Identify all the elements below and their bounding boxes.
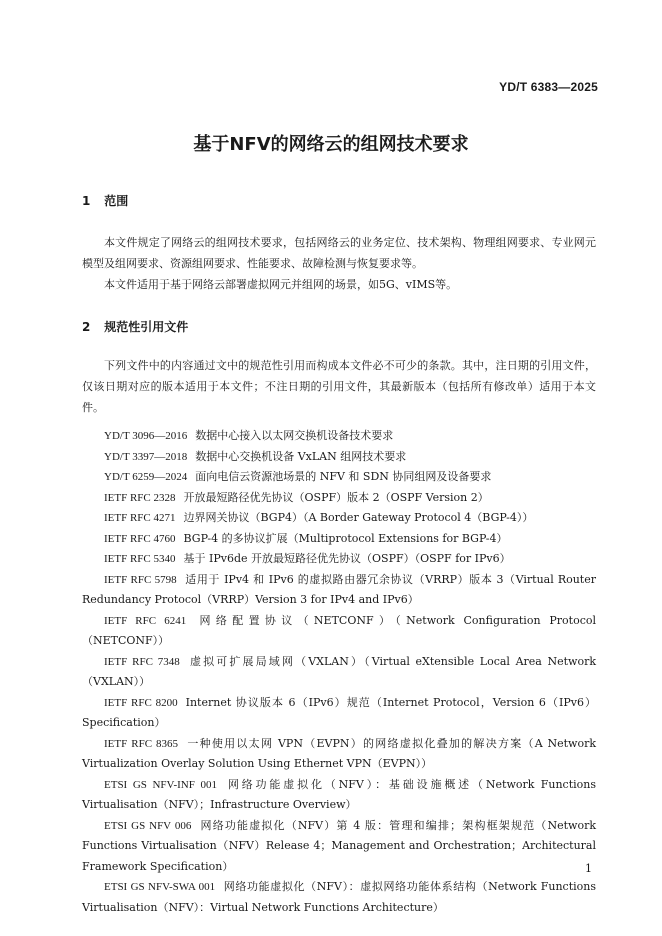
reference-title: BGP-4 的多协议扩展（Multiprotocol Extensions for BGP-4） [183, 531, 508, 545]
reference-item [82, 693, 596, 734]
reference-title: 面向电信云资源池场景的 NFV 和 SDN 协同组网及设备要求 [195, 470, 492, 483]
reference-code: IETF RFC 2328 [104, 491, 176, 504]
reference-code: IETF RFC 7348 [104, 655, 180, 668]
reference-title: 网络配置协议（NETCONF）（Network Configuration Protocol（NETCONF）） [82, 613, 596, 647]
reference-code: IETF RFC 8200 [104, 696, 178, 709]
references-intro: 下列文件中的内容通过文中的规范性引用而构成本文件必不可少的条款。其中，注日期的引用文件，仅该日期对应的版本适用于本文件；不注日期的引用文件，其最新版本（包括所有修改单）适用于本文件。 [82, 359, 596, 414]
reference-title: 适用于 IPv4 和 IPv6 的虚拟路由器冗余协议（VRRP）版本 3（Virtual Router Redundancy Protocol（VRRP）Version 3 for IPv4 and IPv6） [82, 572, 596, 606]
reference-item [82, 447, 596, 468]
reference-title: 开放最短路径优先协议（OSPF）版本 2（OSPF Version 2） [183, 490, 489, 504]
reference-code: IETF RFC 4271 [104, 512, 176, 524]
reference-item [82, 549, 596, 570]
page-number: 1 [585, 862, 592, 875]
reference-list [82, 426, 596, 918]
reference-item [82, 508, 596, 529]
reference-title: 网络功能虚拟化（NFV）第 4 版：管理和编排；架构框架规范（Network Functions Virtualisation（NFV）Release 4；Management and Orchestration；Architectural Framework Specification） [82, 818, 596, 873]
reference-code: IETF RFC 8365 [104, 737, 179, 750]
reference-code: IETF RFC 4760 [104, 532, 176, 545]
reference-item [82, 652, 596, 693]
reference-title: 数据中心交换机设备 VxLAN 组网技术要求 [195, 449, 407, 463]
section-2-heading [82, 318, 188, 335]
reference-code: IETF RFC 6241 [104, 614, 187, 627]
reference-item [82, 877, 596, 918]
scope-paragraph-1: 本文件规定了网络云的组网技术要求，包括网络云的业务定位、技术架构、物理组网要求、专业网元模型及组网要求、资源组网要求、性能要求、故障检测与恢复要求等。 [82, 236, 596, 270]
reference-code: IETF RFC 5340 [104, 553, 176, 565]
reference-title: Internet 协议版本 6（IPv6）规范（Internet Protocol，Version 6（IPv6）Specification） [82, 695, 596, 729]
section-1-title: 范围 [104, 194, 129, 208]
reference-title: 网络功能虚拟化（NFV）：虚拟网络功能体系结构（Network Functions Virtualisation（NFV）：Virtual Network Functions Architecture） [82, 880, 596, 914]
scope-paragraph-2: 本文件适用于基于网络云部署虚拟网元并组网的场景，如5G、vIMS等。 [104, 278, 458, 291]
reference-title: 一种使用以太网 VPN（EVPN）的网络虚拟化叠加的解决方案（A Network Virtualization Overlay Solution Using Ethernet VPN（EVPN）） [82, 736, 596, 770]
reference-title: 基于 IPv6de 开放最短路径优先协议（OSPF）（OSPF for IPv6） [183, 552, 511, 565]
reference-title: 网络功能虚拟化（NFV）：基础设施概述（Network Functions Virtualisation（NFV）；Infrastructure Overview） [82, 777, 597, 811]
document-title: 基于NFV的网络云的组网技术要求 [193, 134, 469, 155]
reference-item [82, 611, 596, 652]
reference-code: YD/T 3397—2018 [104, 450, 188, 463]
reference-item [82, 529, 596, 550]
reference-item [82, 734, 596, 775]
section-2-title: 规范性引用文件 [104, 320, 189, 334]
section-1-number: 1 [82, 194, 91, 208]
reference-title: 数据中心接入以太网交换机设备技术要求 [195, 429, 394, 442]
reference-code: ETSI GS NFV-INF 001 [104, 778, 217, 791]
reference-item [82, 488, 596, 509]
reference-item [82, 570, 596, 611]
section-1-heading [82, 192, 128, 209]
reference-code: YD/T 3096—2016 [104, 430, 188, 442]
section-2-number: 2 [82, 320, 91, 334]
reference-code: IETF RFC 5798 [104, 573, 177, 586]
reference-code: YD/T 6259—2024 [104, 471, 188, 483]
reference-code: ETSI GS NFV-SWA 001 [104, 881, 216, 893]
reference-title: 虚拟可扩展局域网（VXLAN）（Virtual eXtensible Local Area Network（VXLAN）） [82, 654, 596, 688]
reference-code: ETSI GS NFV 006 [104, 819, 192, 832]
reference-item [82, 467, 596, 488]
reference-item [82, 816, 596, 878]
reference-item [82, 426, 596, 447]
reference-title: 边界网关协议（BGP4）（A Border Gateway Protocol 4（BGP-4）） [183, 511, 534, 524]
reference-item [82, 775, 596, 816]
standard-code: YD/T 6383—2025 [499, 80, 598, 94]
